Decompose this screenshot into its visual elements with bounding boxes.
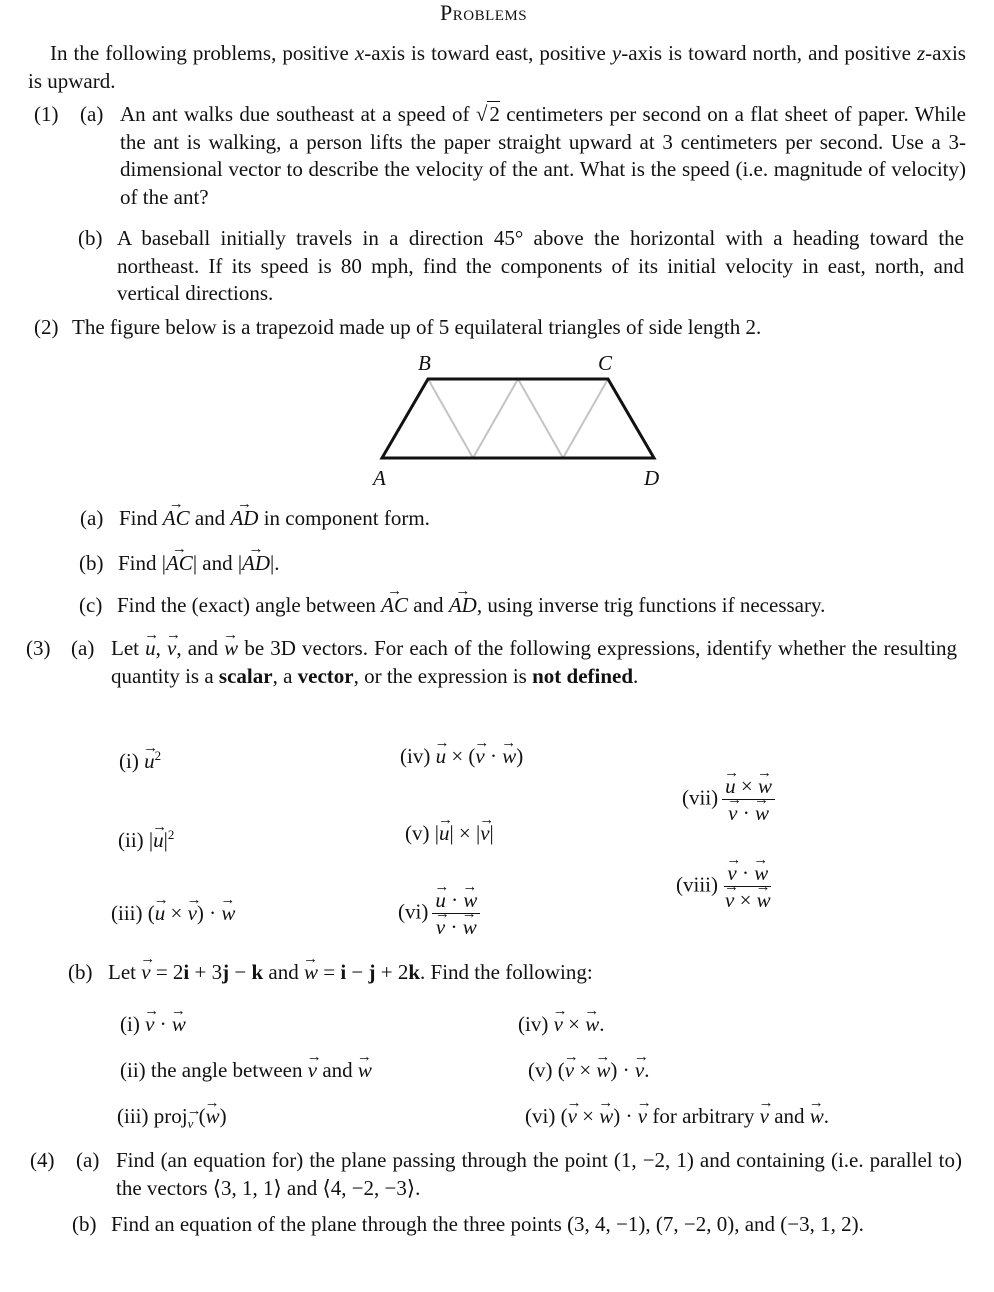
- problem-4b-label: (b): [72, 1212, 97, 1236]
- problem-1a-text: An ant walks due southeast at a speed of √2 centimeters per second on a flat sheet of paper. While the ant is walking, a person lifts the paper straight upward at 3 centimeters per second. Use a 3-dimensional vector to describe the velocity of the ant. What is the speed (i.e. magnitude of velocity) of the ant?: [120, 102, 966, 209]
- problem-2-text: The figure below is a trapezoid made up of 5 equilateral triangles of side length 2.: [72, 315, 762, 339]
- list-item: (i) → v · → w: [120, 1011, 186, 1037]
- trapezoid-figure: [360, 345, 680, 495]
- problem-3-number: (3): [26, 636, 51, 660]
- problem-2-number: (2): [34, 315, 59, 339]
- list-item: (iii) (→ u × → v) · → w: [111, 900, 235, 926]
- inner-edge: [473, 379, 518, 458]
- list-item: (ii) |→ $u|^2$: [118, 822, 174, 853]
- vertex-label-a: A: [373, 466, 386, 490]
- problem-4a-text: Find (an equation for) the plane passing through the point (1, −2, 1) and containing (i.e. parallel to) the vectors ⟨3, 1, 1⟩ and ⟨4, −2, −3⟩.: [116, 1148, 962, 1200]
- list-item: (viii) → v · → w → v × → w: [676, 860, 778, 913]
- intro-paragraph: In the following problems, positive x-axis is toward east, positive y-axis is toward north, and positive z-axis is upward.: [28, 41, 966, 93]
- list-item: (iv) → v × → w.: [518, 1011, 605, 1037]
- inner-edge: [428, 379, 473, 458]
- problem-4-number: (4): [30, 1148, 55, 1172]
- problem-1b-text: A baseball initially travels in a direction 45° above the horizontal with a heading toward the northeast. If its speed is 80 mph, find the components of its initial velocity in east, north, and vertical directions.: [117, 226, 964, 305]
- list-item: (vii) → u × → w → v · → w: [682, 773, 779, 826]
- inner-edge: [518, 379, 563, 458]
- vertex-label-c: C: [598, 351, 613, 375]
- list-item: (vi) (→ v × → w) · → v for arbitrary → v and → w.: [525, 1103, 829, 1129]
- problem-4b-text: Find an equation of the plane through the three points (3, 4, −1), (7, −2, 0), and (−3, 1, 2).: [111, 1212, 864, 1236]
- trapezoid-outline: [382, 379, 654, 458]
- list-item: (iii) proj→ $_v$ (→ w): [117, 1103, 227, 1137]
- problem-2c-label: (c): [79, 593, 103, 617]
- list-item: (ii) the angle between → v and → w: [120, 1057, 372, 1083]
- list-item: (v) |→ u| × |→ v|: [405, 820, 494, 846]
- vertex-label-d: D: [644, 466, 660, 490]
- page-title: Problems: [440, 0, 528, 25]
- vertex-label-b: B: [418, 351, 431, 375]
- problem-4a-label: (a): [76, 1148, 100, 1172]
- list-item: (v) (→ v × → w) · → v.: [528, 1057, 650, 1083]
- problem-2c-text: Find the (exact) angle between → AC and → AD, using inverse trig functions if necessary.: [117, 592, 825, 618]
- inner-edges: [428, 379, 608, 458]
- problem-3a-text: Let → u, → v, and → w be 3D vectors. For each of the following expressions, identify whether the resulting quantity is a scalar, a vector, or the expression is not defined.: [111, 635, 957, 690]
- inner-edge: [563, 379, 608, 458]
- problem-3b-label: (b): [68, 960, 93, 984]
- problem-1a-label: (a): [80, 102, 104, 126]
- problem-2b-label: (b): [79, 551, 104, 575]
- problem-2b-text: Find |→ AC| and |→ AD|.: [118, 550, 280, 576]
- problem-2a-text: Find → AC and → AD in component form.: [119, 505, 430, 531]
- problem-1b-label: (b): [78, 226, 103, 250]
- problem-3a-label: (a): [71, 636, 95, 660]
- list-item: $(i) \to u^2$: [119, 743, 161, 774]
- problem-1-number: (1): [34, 102, 59, 126]
- list-item: (iv) → u × (→ v · → w): [400, 743, 523, 769]
- problem-2a-label: (a): [80, 506, 104, 530]
- problem-3b-text: Let → v = 2i + 3j − k and → w = i − j + 2k. Find the following:: [108, 959, 593, 985]
- outer-edges: [382, 379, 654, 458]
- list-item: (vi) → u · → w → v · → w: [398, 887, 484, 940]
